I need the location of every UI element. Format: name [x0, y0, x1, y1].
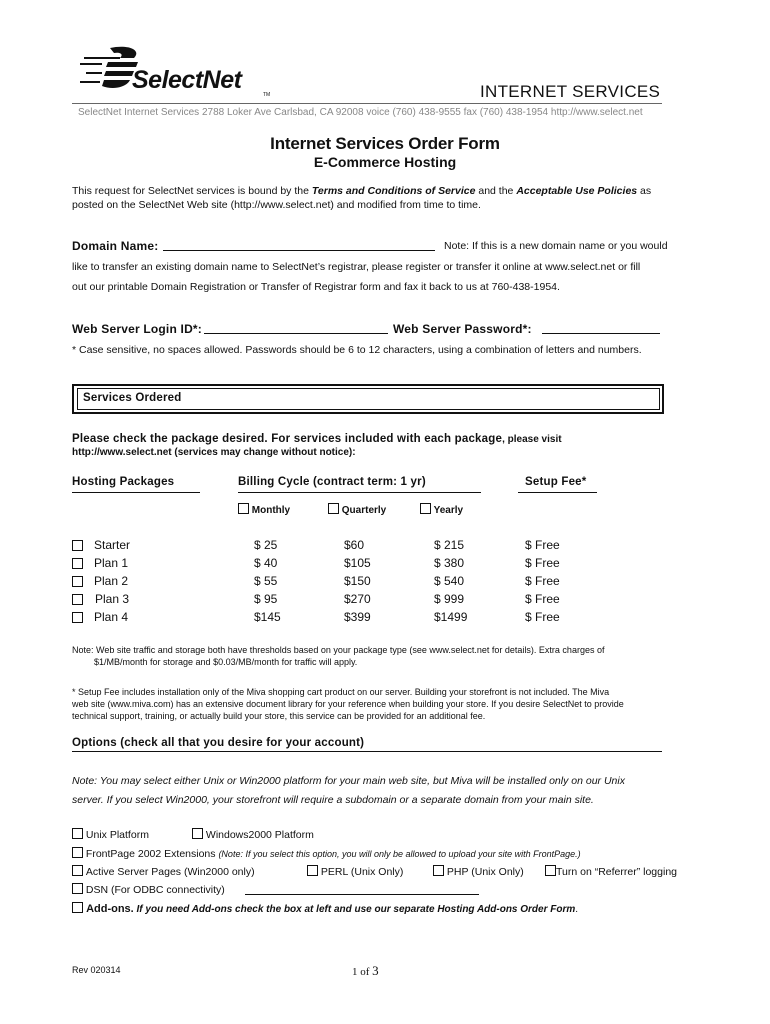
password-input-line[interactable] [542, 333, 660, 334]
option-label: PHP (Unix Only) [446, 866, 524, 878]
setup-note-1: * Setup Fee includes installation only of the Miva shopping cart product on our server. Building your storefront is not included. The Miva [72, 687, 610, 697]
cycle-label: Quarterly [341, 505, 387, 516]
windows-checkbox[interactable] [192, 828, 203, 839]
package-name: Plan 2 [94, 574, 129, 588]
intro-text: and the [475, 185, 517, 197]
login-id-input-line[interactable] [204, 333, 388, 334]
options-note-1: Note: You may select either Unix or Win2000 platform for your main web site, but Miva will be installed only on our Unix [72, 775, 625, 787]
option-unix[interactable] [72, 828, 149, 841]
traffic-note-2: $1/MB/month for storage and $0.03/MB/month for traffic will apply. [94, 657, 358, 667]
cycle-label: Monthly [251, 505, 291, 516]
intro-text: This request for SelectNet services is bound by the [72, 185, 312, 197]
header-contact: SelectNet Internet Services 2788 Loker Ave Carlsbad, CA 92008 voice (760) 438-9555 fax (760) 438-1954 http://www.select.net [78, 107, 643, 118]
price-yearly: $ 540 [434, 574, 465, 588]
aup-link[interactable]: Acceptable Use Policies [516, 185, 638, 197]
frontpage-checkbox[interactable] [72, 847, 83, 858]
package-name: Starter [94, 538, 131, 552]
option-php[interactable] [433, 865, 524, 878]
domain-note-2: like to transfer an existing domain name to SelectNet’s registrar, please register or transfer it online at www.select.net or fill [72, 261, 641, 273]
option-label: FrontPage 2002 Extensions [85, 848, 219, 860]
plan2-checkbox[interactable] [72, 576, 83, 587]
page-title: Internet Services Order Form [270, 134, 500, 153]
col-rule [238, 492, 481, 493]
domain-label: Domain Name: [72, 239, 159, 253]
referrer-checkbox[interactable] [545, 865, 556, 876]
password-label: Web Server Password*: [393, 322, 532, 336]
option-perl[interactable] [307, 865, 403, 878]
setup-note-2: web site (www.miva.com) has an extensive document library for your reference when building your store. If you desire SelectNet to provide [72, 699, 624, 709]
login-id-label: Web Server Login ID*: [72, 322, 203, 336]
price-setup: $ Free [525, 610, 560, 624]
intro-text: as [637, 185, 652, 197]
domain-note-3: out our printable Domain Registration or Transfer of Registrar form and fax it back to us at 760-438-1954. [72, 281, 560, 293]
price-yearly: $ 215 [434, 538, 465, 552]
cycle-quarterly[interactable] [328, 503, 386, 516]
logo-trademark: TM [263, 92, 271, 98]
traffic-note-1: Note: Web site traffic and storage both have thresholds based on your package type (see www.select.net for details). Extra charges of [72, 645, 605, 655]
package-prompt-tail: , please visit [502, 434, 562, 445]
price-setup: $ Free [525, 556, 560, 570]
plan3-checkbox[interactable] [72, 594, 83, 605]
revision: Rev 020314 [72, 965, 121, 975]
page-number [352, 963, 379, 979]
plan4-checkbox[interactable] [72, 612, 83, 623]
price-monthly: $ 55 [254, 574, 278, 588]
addons-checkbox[interactable] [72, 902, 83, 913]
option-windows[interactable] [192, 828, 314, 841]
price-quarterly: $105 [344, 556, 371, 570]
setup-note-3: technical support, training, or actually build your store, this service can be provided for an additional fee. [72, 711, 486, 721]
package-prompt [72, 433, 562, 445]
option-label: DSN (For ODBC connectivity) [85, 884, 225, 896]
services-ordered-title: Services Ordered [83, 392, 182, 404]
dsn-input-line[interactable] [245, 894, 479, 895]
option-label: Turn on “Referrer” logging [556, 866, 677, 878]
options-rule [72, 751, 662, 752]
yearly-checkbox[interactable] [420, 503, 431, 514]
unix-checkbox[interactable] [72, 828, 83, 839]
dsn-checkbox[interactable] [72, 883, 83, 894]
option-frontpage[interactable] [72, 847, 581, 860]
header-section-title: INTERNET SERVICES [480, 82, 661, 101]
price-yearly: $ 380 [434, 556, 465, 570]
price-quarterly: $150 [344, 574, 371, 588]
plan1-checkbox[interactable] [72, 558, 83, 569]
logo-name: SelectNet [132, 66, 242, 94]
price-monthly: $145 [254, 610, 281, 624]
package-name: Plan 1 [94, 556, 129, 570]
logo [80, 44, 271, 98]
price-quarterly: $60 [344, 538, 365, 552]
col-setup-fee: Setup Fee* [525, 476, 587, 488]
login-note: * Case sensitive, no spaces allowed. Passwords should be 6 to 12 characters, using a combination of letters and numbers. [72, 344, 642, 356]
domain-input-line[interactable] [163, 250, 435, 251]
php-checkbox[interactable] [433, 865, 444, 876]
page-subtitle: E-Commerce Hosting [313, 154, 457, 170]
addons-note: If you need Add-ons check the box at left and use our separate Hosting Add-ons Order Form [133, 904, 576, 915]
col-rule [72, 492, 200, 493]
package-name: Plan 4 [94, 610, 129, 624]
price-monthly: $ 40 [254, 556, 278, 570]
monthly-checkbox[interactable] [238, 503, 249, 514]
intro-line-2: posted on the SelectNet Web site (http://www.select.net) and modified from time to time. [72, 199, 481, 211]
col-hosting-packages: Hosting Packages [72, 476, 175, 488]
price-monthly: $ 95 [254, 592, 278, 606]
quarterly-checkbox[interactable] [328, 503, 339, 514]
page-total: 3 [372, 963, 379, 978]
price-monthly: $ 25 [254, 538, 278, 552]
price-quarterly: $270 [344, 592, 371, 606]
option-label: Active Server Pages (Win2000 only) [85, 866, 255, 878]
domain-note-1: Note: If this is a new domain name or you would [444, 240, 668, 252]
price-quarterly: $399 [344, 610, 371, 624]
price-setup: $ Free [525, 538, 560, 552]
cycle-yearly[interactable] [420, 503, 463, 516]
option-dsn[interactable] [72, 883, 225, 896]
option-label: PERL (Unix Only) [320, 866, 404, 878]
option-addons[interactable] [72, 902, 578, 915]
page-prefix: 1 of [352, 966, 373, 978]
col-rule [518, 492, 597, 493]
option-asp[interactable] [72, 865, 255, 878]
price-setup: $ Free [525, 592, 560, 606]
cycle-label: Yearly [433, 505, 464, 516]
option-label: Windows2000 Platform [205, 829, 314, 841]
addons-label: Add-ons. [86, 903, 134, 915]
cycle-monthly[interactable] [238, 503, 290, 516]
price-yearly: $1499 [434, 610, 468, 624]
col-billing-cycle: Billing Cycle (contract term: 1 yr) [238, 476, 426, 488]
package-name: Plan 3 [95, 592, 130, 606]
options-heading: Options (check all that you desire for your account) [72, 737, 365, 749]
intro-line-1 [72, 185, 651, 197]
header-rule [72, 103, 662, 104]
addons-end: . [575, 904, 579, 915]
package-prompt-bold: Please check the package desired. For services included with each package [72, 433, 503, 445]
option-label: Unix Platform [85, 829, 149, 841]
asp-checkbox[interactable] [72, 865, 83, 876]
option-referrer[interactable] [545, 865, 677, 878]
price-setup: $ Free [525, 574, 560, 588]
price-yearly: $ 999 [434, 592, 465, 606]
perl-checkbox[interactable] [307, 865, 318, 876]
starter-checkbox[interactable] [72, 540, 83, 551]
options-note-2: server. If you select Win2000, your storefront will require a subdomain or a separate domain from your main site. [72, 794, 594, 806]
package-prompt-line2: http://www.select.net (services may change without notice): [72, 447, 356, 458]
frontpage-note: (Note: If you select this option, you will only be allowed to upload your site with FrontPage.) [218, 849, 581, 859]
terms-link[interactable]: Terms and Conditions of Service [311, 185, 476, 197]
